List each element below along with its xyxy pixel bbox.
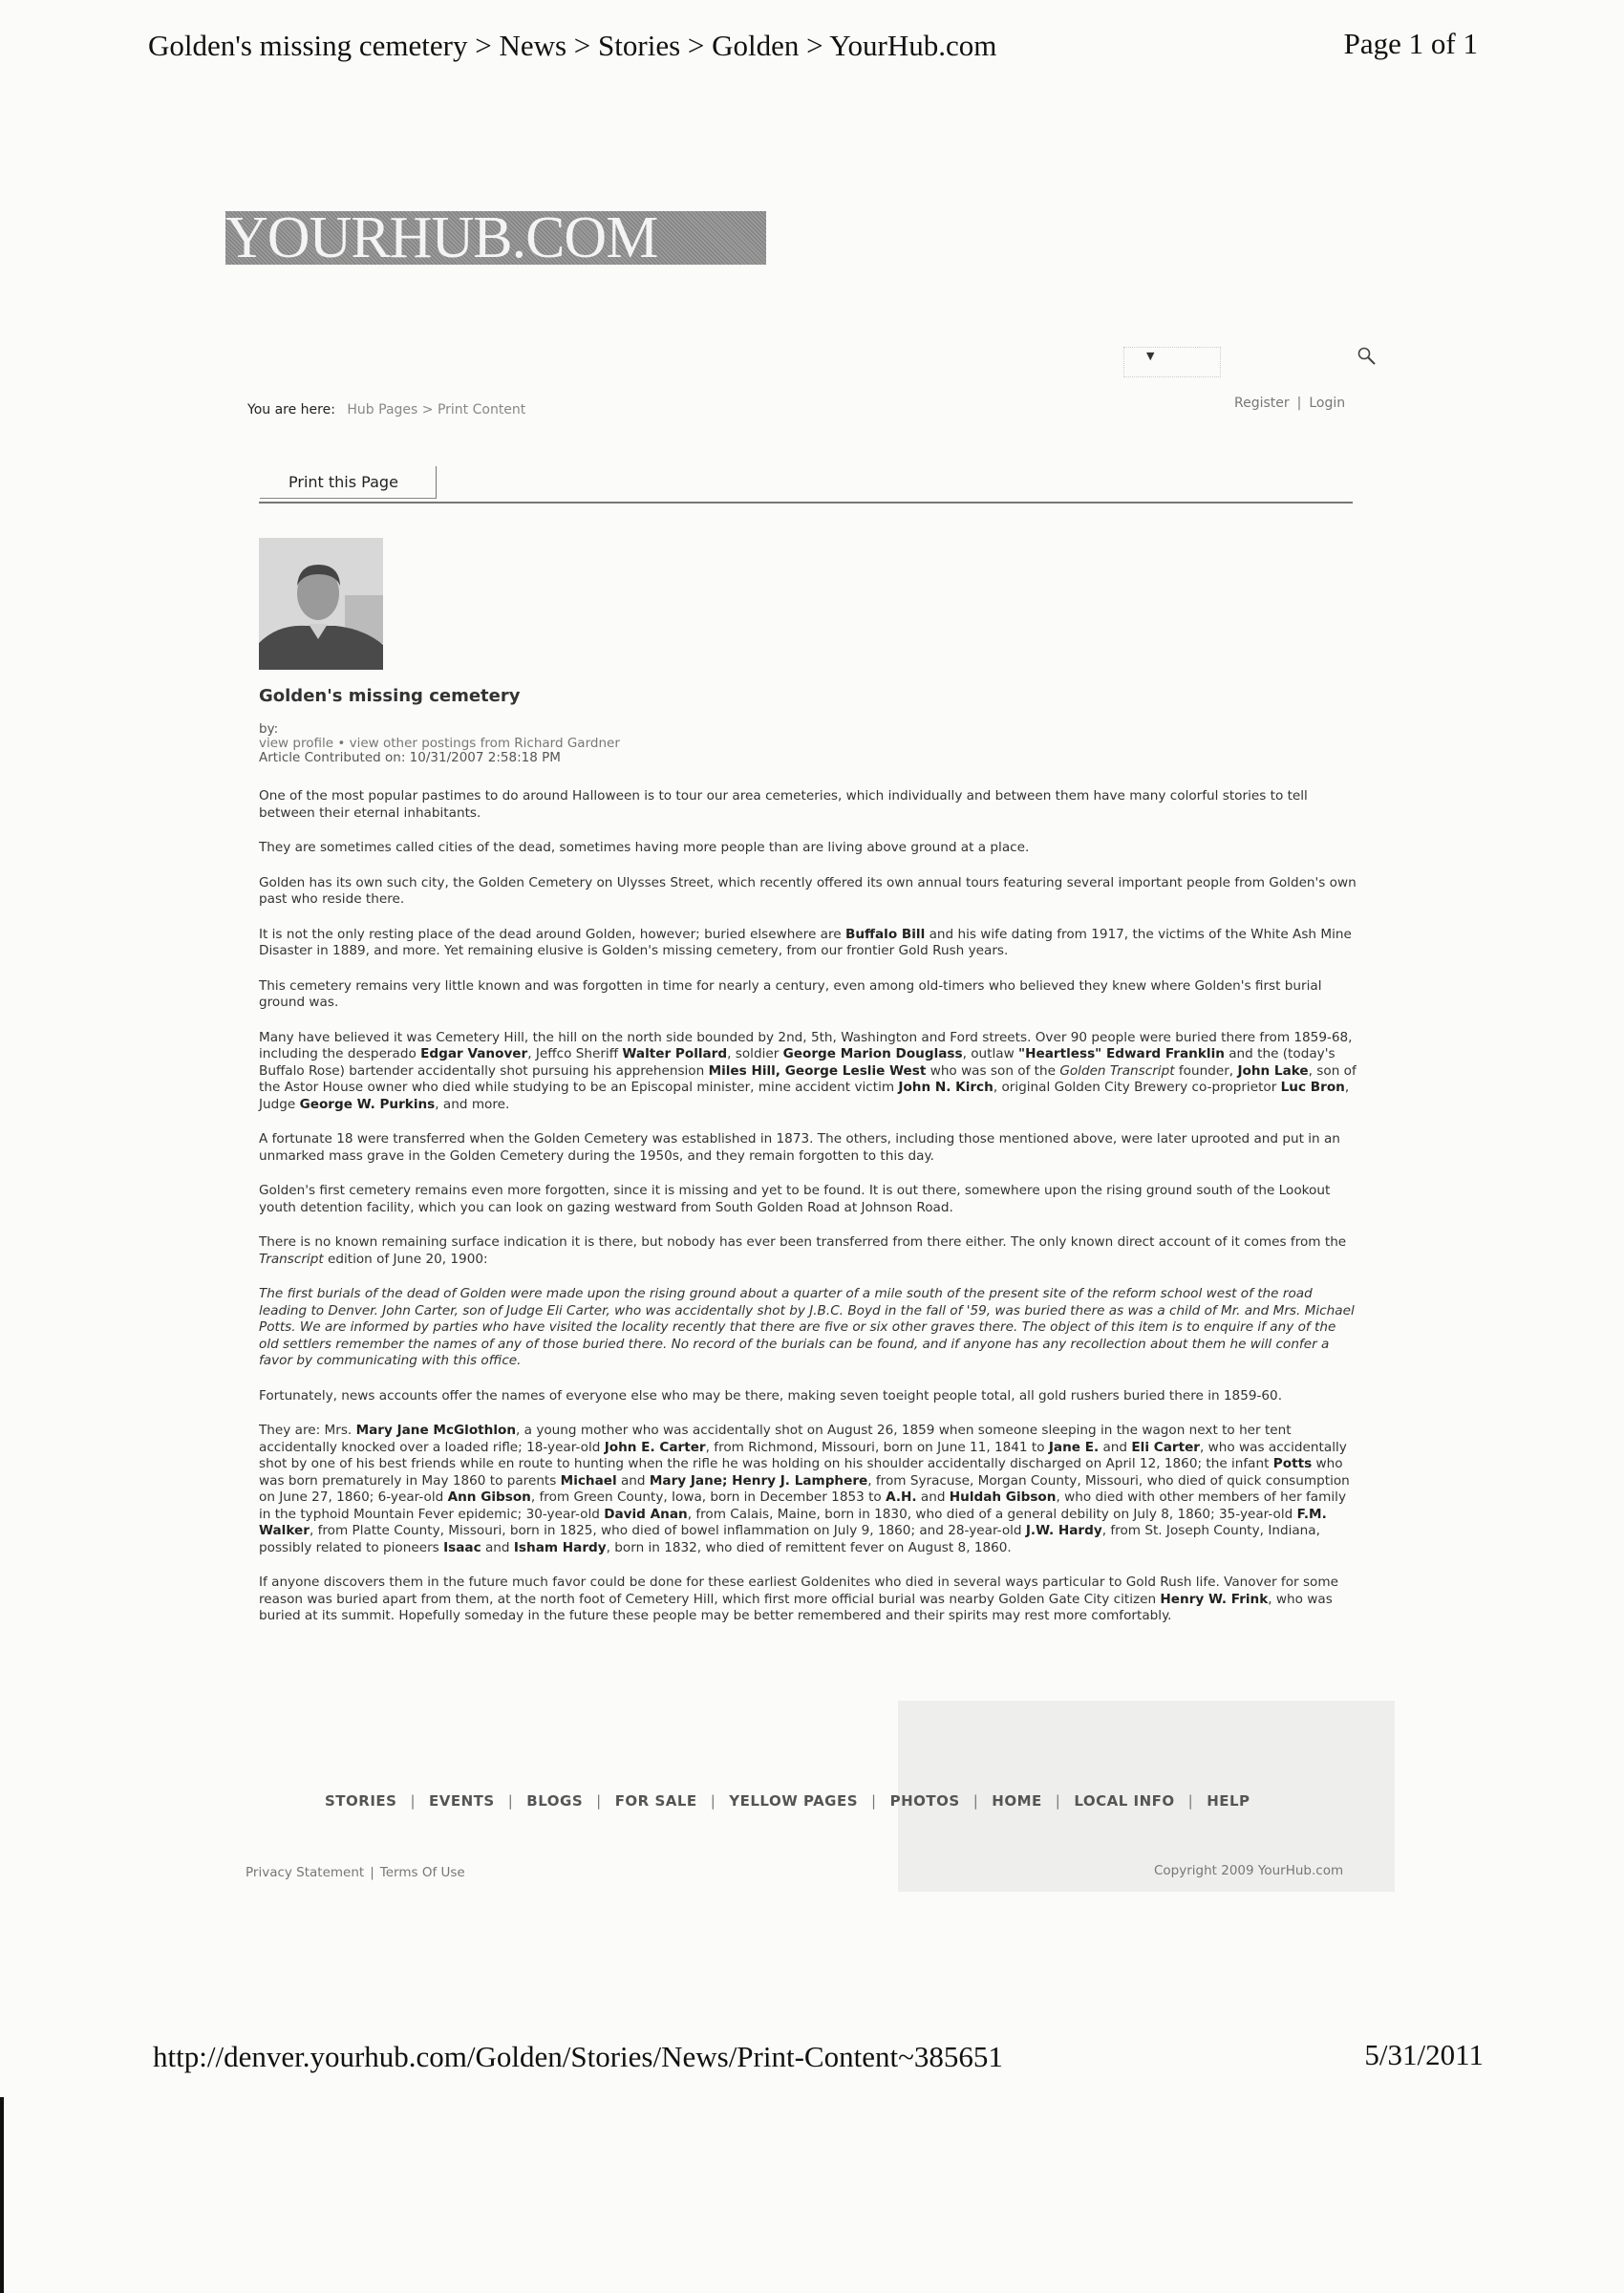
print-footer-url: http://denver.yourhub.com/Golden/Stories/News/Print-Content~385651 bbox=[153, 2040, 1003, 2073]
footer-nav: STORIES | EVENTS | BLOGS | FOR SALE | YELLOW PAGES | PHOTOS | HOME | LOCAL INFO | HELP bbox=[325, 1792, 1250, 1810]
footer-nav-photos[interactable]: PHOTOS bbox=[889, 1792, 960, 1810]
footer-nav-blogs[interactable]: BLOGS bbox=[526, 1792, 584, 1810]
paragraph: A fortunate 18 were transferred when the Golden Cemetery was established in 1873. The others, including those mentioned above, were later uprooted and put in an unmarked mass grave in the Golden Cemetery during the 1950s, and they remain forgotten to this day. bbox=[259, 1131, 1340, 1164]
chevron-down-icon[interactable]: ▼ bbox=[1146, 350, 1155, 362]
footer-nav-for-sale[interactable]: FOR SALE bbox=[614, 1792, 697, 1810]
paragraph: Golden's first cemetery remains even more forgotten, since it is missing and yet to be found. It is out there, somewhere upon the rising ground south of the Lookout youth detention facility, which you can look on gazing westward from South Golden Road at Johnson Road. bbox=[259, 1183, 1331, 1215]
scan-edge bbox=[0, 2097, 4, 2293]
paragraph: They are sometimes called cities of the dead, sometimes having more people than are living above ground at a place. bbox=[259, 840, 1030, 855]
article-byline bbox=[259, 722, 620, 765]
paragraph: They are: Mrs. Mary Jane McGlothlon, a young mother who was accidentally shot on August 26, 1859 when someone sleeping in the wagon next to her tent accidentally knocked over a loaded rifle; 18-year-old John E. Carter, from Richmond, Missouri, born on June 11, 1841 to Jane E. and Eli Carter, who was accidentally shot by one of his best friends while en route to hunting when the rifle he was holding on his shoulder accidentally discharged on April 12, 1860; the infant Potts who was born prematurely in May 1860 to parents Michael and Mary Jane; Henry J. Lamphere, from Syracuse, Morgan County, Missouri, who died of quick consumption on June 27, 1860; 6-year-old Ann Gibson, from Green County, Iowa, born in December 1853 to A.H. and Huldah Gibson, who died with other members of her family in the typhoid Mountain Fever epidemic; 30-year-old David Anan, from Calais, Maine, born in 1830, who died of a general debility on July 8, 1860; 35-year-old F.M. Walker, from Platte County, Missouri, born in 1825, who died of bowel inflammation on July 9, 1860; and 28-year-old J.W. Hardy, from St. Joseph County, Indiana, possibly related to pioneers Isaac and Isham Hardy, born in 1832, who died of remittent fever on August 8, 1860. bbox=[259, 1423, 1350, 1555]
footer-legal-links: Privacy Statement | Terms Of Use bbox=[246, 1865, 465, 1880]
paragraph: This cemetery remains very little known and was forgotten in time for nearly a century, even among old-timers who believed they knew where Golden's first burial ground was. bbox=[259, 977, 1322, 1010]
view-profile-link[interactable]: view profile bbox=[259, 736, 334, 751]
contributed-date: Article Contributed on: 10/31/2007 2:58:18 PM bbox=[259, 750, 561, 765]
view-other-postings-link[interactable]: view other postings from Richard Gardner bbox=[349, 736, 620, 751]
footer-nav-stories[interactable]: STORIES bbox=[325, 1792, 397, 1810]
by-label: by: bbox=[259, 721, 279, 737]
search-icon[interactable] bbox=[1357, 346, 1378, 367]
footer-nav-local-info[interactable]: LOCAL INFO bbox=[1074, 1792, 1175, 1810]
author-avatar bbox=[259, 538, 383, 670]
footer-nav-help[interactable]: HELP bbox=[1207, 1792, 1250, 1810]
site-logo[interactable]: YOURHUB.COM bbox=[225, 211, 766, 265]
paragraph: Golden has its own such city, the Golden Cemetery on Ulysses Street, which recently offered its own annual tours featuring several important people from Golden's own past who reside there. bbox=[259, 874, 1357, 907]
footer-nav-events[interactable]: EVENTS bbox=[429, 1792, 495, 1810]
copyright: Copyright 2009 YourHub.com bbox=[1154, 1863, 1344, 1878]
print-header-title: Golden's missing cemetery > News > Stories > Golden > YourHub.com bbox=[148, 29, 997, 62]
breadcrumb bbox=[247, 402, 525, 418]
register-link[interactable]: Register bbox=[1234, 396, 1290, 411]
bullet: • bbox=[337, 736, 346, 751]
footer-nav-yellow-pages[interactable]: YELLOW PAGES bbox=[729, 1792, 859, 1810]
print-footer-date: 5/31/2011 bbox=[1364, 2038, 1484, 2071]
breadcrumb-path[interactable]: Hub Pages > Print Content bbox=[347, 402, 526, 418]
terms-of-use-link[interactable]: Terms Of Use bbox=[379, 1865, 465, 1880]
paragraph: Fortunately, news accounts offer the names of everyone else who may be there, making seven toeight people total, all gold rushers buried there in 1859-60. bbox=[259, 1387, 1283, 1404]
breadcrumb-label: You are here: bbox=[247, 402, 335, 418]
paragraph: If anyone discovers them in the future much favor could be done for these earliest Goldenites who died in several ways particular to Gold Rush life. Vanover for some reason was buried apart from them, at the north foot of Cemetery Hill, which first more official burial was nearby Golden Gate City citizen Henry W. Frink, who was buried at its summit. Hopefully someday in the future these people may be better remembered and their spirits may rest more comfortably. bbox=[259, 1575, 1338, 1623]
search-category-dropdown[interactable] bbox=[1123, 347, 1221, 377]
privacy-statement-link[interactable]: Privacy Statement bbox=[246, 1865, 365, 1880]
paragraph: Many have believed it was Cemetery Hill, the hill on the north side bounded by 2nd, 5th, Washington and Ford streets. Over 90 people were buried there from 1859-68, including the desperado Edgar Vanover, Jeffco Sheriff Walter Pollard, soldier George Marion Douglass, outlaw "Heartless" Edward Franklin and the (today's Buffalo Rose) bartender accidentally shot pursuing his apprehension Miles Hill, George Leslie West who was son of the Golden Transcript founder, John Lake, son of the Astor House owner who died while studying to be an Episcopal minister, mine accident victim John N. Kirch, original Golden City Brewery co-proprietor Luc Bron, Judge George W. Purkins, and more. bbox=[259, 1029, 1357, 1112]
auth-links bbox=[1234, 396, 1345, 411]
login-link[interactable]: Login bbox=[1309, 396, 1346, 411]
auth-separator: | bbox=[1296, 396, 1302, 411]
footer-nav-home[interactable]: HOME bbox=[992, 1792, 1042, 1810]
quote-paragraph: The first burials of the dead of Golden were made upon the rising ground about a quarter of a mile south of the present site of the reform school west of the road leading to Denver. John Carter, son of Judge Eli Carter, who was accidentally shot by J.B.C. Boyd in the fall of '59, was buried there as was a child of Mr. and Mrs. Michael Potts. We are informed by parties who have visited the locality recently that there are five or six other graves there. The object of this item is to enquire if any of the old settlers remember the names of any of those buried there. No record of the burials can be found, and if anyone has any recollection about them he will confer a favor by communicating with this office. bbox=[259, 1286, 1355, 1368]
paragraph: There is no known remaining surface indication it is there, but nobody has ever been transferred from there either. The only known direct account of it comes from the Transcript edition of June 20, 1900: bbox=[259, 1234, 1347, 1267]
print-this-page-button[interactable]: Print this Page bbox=[260, 466, 437, 499]
divider bbox=[259, 502, 1353, 504]
print-header-page: Page 1 of 1 bbox=[1343, 27, 1478, 60]
article-body bbox=[259, 788, 1357, 1643]
article-title: Golden's missing cemetery bbox=[259, 686, 521, 706]
paragraph: One of the most popular pastimes to do around Halloween is to tour our area cemeteries, which individually and between them have many colorful stories to tell between their eternal inhabitants. bbox=[259, 788, 1308, 821]
paragraph: It is not the only resting place of the dead around Golden, however; buried elsewhere are Buffalo Bill and his wife dating from 1917, the victims of the White Ash Mine Disaster in 1889, and more. Yet remaining elusive is Golden's missing cemetery, from our frontier Gold Rush years. bbox=[259, 926, 1352, 958]
